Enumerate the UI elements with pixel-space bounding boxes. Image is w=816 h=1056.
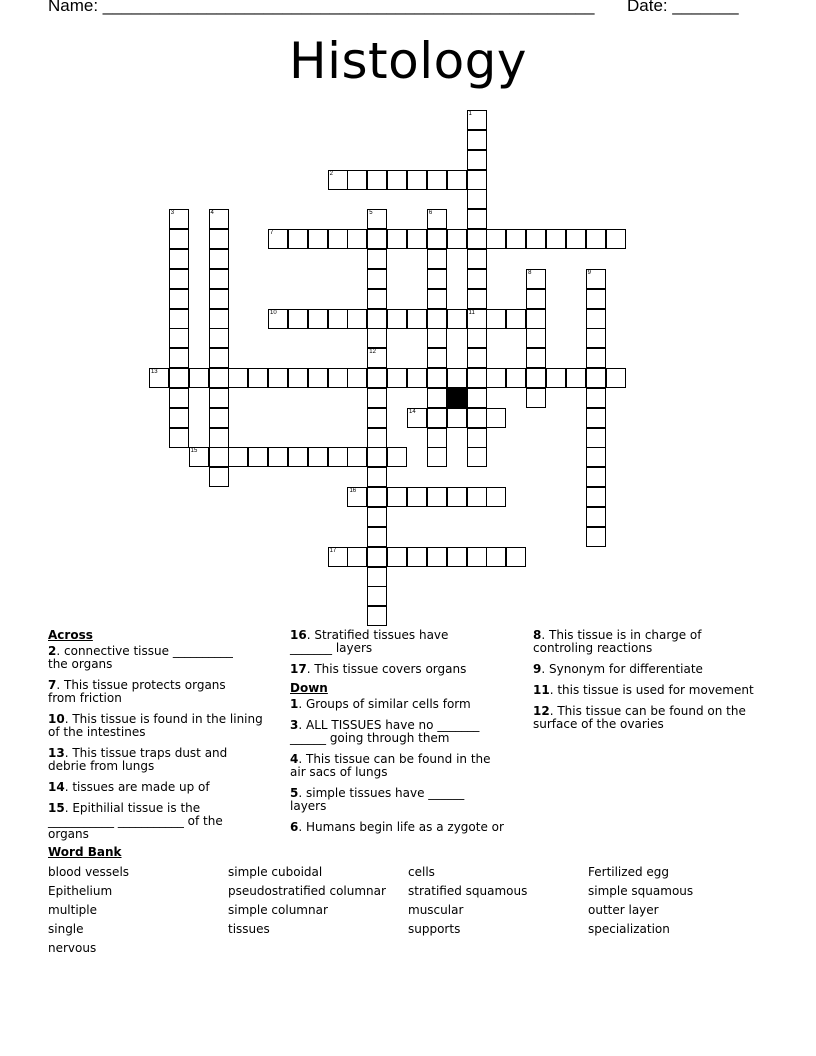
grid-cell[interactable] (288, 368, 308, 388)
grid-cell[interactable] (427, 309, 447, 329)
grid-cell[interactable] (328, 170, 348, 190)
grid-cell[interactable] (268, 368, 288, 388)
grid-cell[interactable] (486, 368, 506, 388)
grid-cell[interactable] (526, 348, 546, 368)
grid-cell[interactable] (308, 368, 328, 388)
across-clue: 17. This tissue covers organs (290, 662, 467, 676)
grid-cell[interactable] (427, 328, 447, 348)
grid-cell[interactable] (209, 467, 229, 487)
grid-cell[interactable] (427, 229, 447, 249)
grid-cell[interactable] (209, 408, 229, 428)
clue-number: 16 (290, 628, 307, 642)
grid-cell[interactable] (467, 209, 487, 229)
grid-cell[interactable] (526, 328, 546, 348)
grid-cell[interactable] (169, 388, 189, 408)
grid-cell[interactable] (526, 289, 546, 309)
clue-text: this tissue is used for movement (557, 683, 754, 697)
word-bank-item: multiple (48, 903, 98, 917)
clue-number: 5 (369, 210, 373, 217)
clue-number: 5 (290, 786, 299, 800)
clue-number: 6 (290, 820, 299, 834)
grid-cell[interactable] (288, 309, 308, 329)
grid-cell[interactable] (347, 309, 367, 329)
grid-cell[interactable] (328, 229, 348, 249)
grid-cell[interactable] (169, 348, 189, 368)
grid-cell[interactable] (486, 487, 506, 507)
grid-cell[interactable] (268, 229, 288, 249)
grid-cell[interactable] (586, 388, 606, 408)
clue-text: This tissue is found in the lining of the intestines (48, 712, 263, 739)
grid-cell[interactable] (606, 229, 626, 249)
grid-cell[interactable] (169, 209, 189, 229)
grid-cell[interactable] (209, 368, 229, 388)
clue-number: 3 (290, 718, 299, 732)
clue-number: 13 (48, 746, 65, 760)
clue-number: 17 (329, 547, 337, 554)
grid-cell[interactable] (427, 428, 447, 448)
grid-cell[interactable] (447, 368, 467, 388)
clue-number: 8 (533, 628, 542, 642)
grid-cell[interactable] (288, 447, 308, 467)
grid-cell[interactable] (467, 547, 487, 567)
word-bank-column-3 (408, 863, 527, 939)
grid-cell[interactable] (169, 428, 189, 448)
clue-number: 9 (533, 662, 542, 676)
grid-cell[interactable] (367, 388, 387, 408)
clue-text: This tissue can be found on the surface of the ovaries (533, 704, 746, 731)
grid-cell[interactable] (467, 428, 487, 448)
grid-cell[interactable] (367, 229, 387, 249)
grid-cell[interactable] (367, 368, 387, 388)
clue-number: 13 (150, 369, 158, 376)
grid-cell[interactable] (467, 110, 487, 130)
grid-cell[interactable] (467, 189, 487, 209)
grid-cell[interactable] (387, 547, 407, 567)
down-clue: 9. Synonym for differentiate (533, 662, 703, 676)
clue-text: Synonym for differentiate (549, 662, 703, 676)
grid-cell[interactable] (427, 368, 447, 388)
grid-cell[interactable] (308, 229, 328, 249)
grid-cell[interactable] (467, 249, 487, 269)
grid-cell[interactable] (586, 527, 606, 547)
clues-column-1 (48, 629, 278, 849)
grid-cell[interactable] (347, 229, 367, 249)
grid-cell[interactable] (407, 309, 427, 329)
grid-cell[interactable] (228, 368, 248, 388)
clues-column-3 (533, 629, 773, 739)
grid-cell[interactable] (427, 487, 447, 507)
grid-cell[interactable] (526, 388, 546, 408)
grid-cell[interactable] (546, 368, 566, 388)
name-field-label: Name: ____________________________________________________ (48, 0, 595, 15)
clue-number: 2 (48, 644, 57, 658)
grid-cell[interactable] (288, 229, 308, 249)
clue-number: 15 (48, 801, 65, 815)
grid-cell[interactable] (328, 547, 348, 567)
word-bank-item: Fertilized egg (588, 865, 669, 879)
grid-cell[interactable] (169, 408, 189, 428)
grid-cell[interactable] (268, 309, 288, 329)
grid-cell[interactable] (586, 348, 606, 368)
clue-number: 15 (190, 448, 198, 455)
grid-cell[interactable] (209, 447, 229, 467)
grid-cell[interactable] (526, 269, 546, 289)
grid-cell[interactable] (427, 348, 447, 368)
grid-cell[interactable] (347, 368, 367, 388)
grid-cell[interactable] (189, 368, 209, 388)
word-bank-heading: Word Bank (48, 845, 122, 859)
grid-cell[interactable] (169, 368, 189, 388)
down-clue: 8. This tissue is in charge of controling reactions (533, 628, 702, 655)
grid-cell[interactable] (407, 170, 427, 190)
grid-cell[interactable] (268, 447, 288, 467)
grid-cell[interactable] (467, 130, 487, 150)
grid-cell[interactable] (606, 368, 626, 388)
grid-cell[interactable] (209, 428, 229, 448)
grid-cell[interactable] (347, 547, 367, 567)
grid-cell[interactable] (367, 487, 387, 507)
grid-cell[interactable] (586, 487, 606, 507)
clue-number: 10 (270, 309, 277, 316)
grid-cell[interactable] (407, 487, 427, 507)
grid-cell[interactable] (586, 408, 606, 428)
across-clue: 16. Stratified tissues have _______ layers (290, 628, 449, 655)
clue-number: 11 (468, 309, 475, 316)
grid-cell[interactable] (328, 447, 348, 467)
grid-cell[interactable] (427, 547, 447, 567)
grid-cell[interactable] (486, 408, 506, 428)
grid-cell[interactable] (248, 368, 268, 388)
grid-cell[interactable] (427, 289, 447, 309)
grid-cell[interactable] (407, 229, 427, 249)
grid-cell[interactable] (586, 368, 606, 388)
word-bank-item: Epithelium (48, 884, 113, 898)
grid-cell[interactable] (427, 249, 447, 269)
grid-cell[interactable] (209, 348, 229, 368)
clue-text: This tissue protects organs from friction (48, 678, 226, 705)
grid-cell[interactable] (586, 447, 606, 467)
word-bank-item: single (48, 922, 84, 936)
across-clue: 7. This tissue protects organs from friction (48, 678, 226, 705)
clue-text: Epithilial tissue is the ___________ ___________ of the organs (48, 801, 223, 841)
grid-cell[interactable] (427, 447, 447, 467)
clue-text: Humans begin life as a zygote or (306, 820, 504, 834)
grid-cell[interactable] (367, 289, 387, 309)
grid-cell[interactable] (467, 289, 487, 309)
grid-cell[interactable] (526, 229, 546, 249)
grid-cell[interactable] (347, 487, 367, 507)
down-clue: 1. Groups of similar cells form (290, 697, 471, 711)
grid-cell[interactable] (526, 309, 546, 329)
grid-cell[interactable] (367, 447, 387, 467)
grid-cell[interactable] (447, 408, 467, 428)
clue-number: 9 (587, 269, 591, 276)
clue-text: This tissue can be found in the air sacs of lungs (290, 752, 491, 779)
grid-cell[interactable] (209, 269, 229, 289)
clue-number: 10 (48, 712, 65, 726)
grid-cell[interactable] (506, 309, 526, 329)
grid-cell[interactable] (367, 170, 387, 190)
grid-cell[interactable] (467, 487, 487, 507)
across-heading: Across (48, 628, 93, 642)
word-bank-item: simple squamous (588, 884, 694, 898)
grid-cell[interactable] (209, 309, 229, 329)
word-bank-item: tissues (228, 922, 270, 936)
clue-number: 4 (210, 210, 214, 217)
grid-cell[interactable] (209, 388, 229, 408)
clue-number: 14 (48, 780, 65, 794)
grid-cell[interactable] (387, 447, 407, 467)
clue-number: 12 (369, 349, 376, 356)
grid-cell[interactable] (367, 408, 387, 428)
grid-cell[interactable] (169, 249, 189, 269)
grid-cell[interactable] (308, 309, 328, 329)
grid-cell[interactable] (467, 368, 487, 388)
grid-cell[interactable] (407, 547, 427, 567)
clue-number: 11 (533, 683, 550, 697)
grid-cell[interactable] (387, 309, 407, 329)
clue-number: 7 (270, 230, 274, 237)
across-clue: 2. connective tissue __________ the organs (48, 644, 233, 671)
grid-cell[interactable] (586, 309, 606, 329)
grid-cell[interactable] (347, 447, 367, 467)
across-clue: 10. This tissue is found in the lining of the intestines (48, 712, 263, 739)
clue-number: 4 (290, 752, 299, 766)
grid-cell[interactable] (367, 209, 387, 229)
grid-cell[interactable] (526, 368, 546, 388)
grid-cell[interactable] (367, 467, 387, 487)
grid-cell[interactable] (367, 269, 387, 289)
grid-cell[interactable] (467, 388, 487, 408)
grid-cell[interactable] (169, 229, 189, 249)
clue-text: connective tissue __________ the organs (48, 644, 233, 671)
grid-cell[interactable] (486, 547, 506, 567)
page-title: Histology (288, 32, 528, 90)
word-bank-column-2 (228, 863, 386, 939)
grid-cell[interactable] (228, 447, 248, 467)
grid-cell[interactable] (387, 368, 407, 388)
grid-cell[interactable] (506, 229, 526, 249)
down-clue: 12. This tissue can be found on the surface of the ovaries (533, 704, 746, 731)
down-clue: 11. this tissue is used for movement (533, 683, 754, 697)
grid-cell[interactable] (387, 170, 407, 190)
grid-cell[interactable] (367, 606, 387, 626)
across-clue: 14. tissues are made up of (48, 780, 210, 794)
grid-cell[interactable] (209, 249, 229, 269)
clue-text: Groups of similar cells form (306, 697, 471, 711)
grid-cell[interactable] (367, 428, 387, 448)
clue-text: simple tissues have ______ layers (290, 786, 465, 813)
grid-cell[interactable] (467, 328, 487, 348)
grid-cell[interactable] (367, 527, 387, 547)
grid-cell[interactable] (209, 229, 229, 249)
clue-number: 2 (329, 170, 333, 177)
grid-cell[interactable] (387, 229, 407, 249)
grid-cell[interactable] (586, 289, 606, 309)
clues-column-2 (290, 629, 520, 842)
clue-number: 3 (170, 210, 175, 217)
grid-cell[interactable] (308, 447, 328, 467)
grid-cell[interactable] (586, 328, 606, 348)
grid-cell[interactable] (566, 229, 586, 249)
grid-cell[interactable] (467, 150, 487, 170)
grid-cell[interactable] (506, 368, 526, 388)
date-field-label: Date: _______ (627, 0, 739, 15)
grid-cell[interactable] (367, 567, 387, 587)
clue-number: 12 (533, 704, 550, 718)
grid-cell[interactable] (209, 209, 229, 229)
down-clue: 4. This tissue can be found in the air sacs of lungs (290, 752, 491, 779)
grid-cell[interactable] (169, 289, 189, 309)
word-bank-item: supports (408, 922, 461, 936)
grid-cell[interactable] (586, 507, 606, 527)
grid-cell[interactable] (486, 229, 506, 249)
word-bank-item: cells (408, 865, 435, 879)
grid-cell[interactable] (546, 229, 566, 249)
grid-cell[interactable] (367, 348, 387, 368)
word-bank-item: stratified squamous (408, 884, 528, 898)
grid-cell[interactable] (447, 229, 467, 249)
grid-cell[interactable] (367, 328, 387, 348)
word-bank-item: muscular (408, 903, 464, 917)
clue-number: 17 (290, 662, 307, 676)
word-bank-item: pseudostratified columnar (228, 884, 386, 898)
grid-cell[interactable] (427, 209, 447, 229)
clue-number: 8 (528, 269, 532, 276)
down-clue: 3. ALL TISSUES have no _______ ______ going through them (290, 718, 480, 745)
grid-cell[interactable] (367, 507, 387, 527)
word-bank-item: blood vessels (48, 865, 130, 879)
grid-cell[interactable] (407, 408, 427, 428)
grid-cell[interactable] (566, 368, 586, 388)
grid-cell[interactable] (427, 269, 447, 289)
word-bank-column-4 (588, 863, 693, 939)
clue-text: Stratified tissues have _______ layers (290, 628, 449, 655)
clue-number: 6 (428, 210, 433, 217)
grid-cell[interactable] (367, 249, 387, 269)
clue-number: 1 (290, 697, 299, 711)
down-heading: Down (290, 681, 328, 695)
grid-cell[interactable] (467, 229, 487, 249)
grid-cell[interactable] (328, 368, 348, 388)
grid-cell[interactable] (586, 467, 606, 487)
clue-number: 16 (349, 488, 357, 495)
grid-cell[interactable] (367, 547, 387, 567)
grid-cell[interactable] (467, 447, 487, 467)
word-bank-item: specialization (588, 922, 670, 936)
grid-cell[interactable] (467, 348, 487, 368)
grid-cell[interactable] (248, 447, 268, 467)
down-clue: 6. Humans begin life as a zygote or (290, 820, 504, 834)
clue-text: tissues are made up of (72, 780, 210, 794)
grid-cell[interactable] (447, 487, 467, 507)
clue-text: This tissue is in charge of controling reactions (533, 628, 702, 655)
grid-cell[interactable] (447, 309, 467, 329)
grid-cell[interactable] (586, 269, 606, 289)
grid-cell[interactable] (467, 408, 487, 428)
clue-text: ALL TISSUES have no _______ ______ going through them (290, 718, 480, 745)
grid-cell[interactable] (367, 309, 387, 329)
grid-cell[interactable] (149, 368, 169, 388)
word-bank-item: simple cuboidal (228, 865, 323, 879)
word-bank-column-1 (48, 863, 129, 958)
grid-cell[interactable] (586, 428, 606, 448)
clue-text: This tissue traps dust and debrie from lungs (48, 746, 228, 773)
grid-cell[interactable] (209, 328, 229, 348)
grid-cell[interactable] (467, 309, 487, 329)
grid-cell[interactable] (347, 170, 367, 190)
grid-cell[interactable] (486, 309, 506, 329)
grid-cell[interactable] (427, 408, 447, 428)
grid-cell[interactable] (387, 487, 407, 507)
word-bank-item: simple columnar (228, 903, 328, 917)
grid-cell[interactable] (467, 170, 487, 190)
grid-cell[interactable] (447, 547, 467, 567)
clue-number: 14 (409, 408, 416, 415)
grid-cell[interactable] (427, 388, 447, 408)
grid-cell[interactable] (209, 289, 229, 309)
grid-cell[interactable] (169, 309, 189, 329)
grid-cell[interactable] (169, 328, 189, 348)
grid-cell[interactable] (427, 170, 447, 190)
clue-text: This tissue covers organs (314, 662, 467, 676)
grid-cell[interactable] (407, 368, 427, 388)
grid-cell[interactable] (467, 269, 487, 289)
grid-cell[interactable] (328, 309, 348, 329)
down-clue: 5. simple tissues have ______ layers (290, 786, 465, 813)
word-bank-item: nervous (48, 941, 97, 955)
grid-cell[interactable] (506, 547, 526, 567)
across-clue: 13. This tissue traps dust and debrie from lungs (48, 746, 228, 773)
grid-cell[interactable] (189, 447, 209, 467)
across-clue: 15. Epithilial tissue is the ___________ ___________ of the organs (48, 801, 223, 841)
grid-cell[interactable] (169, 269, 189, 289)
clue-number: 7 (48, 678, 57, 692)
grid-cell[interactable] (586, 229, 606, 249)
word-bank-item: outter layer (588, 903, 659, 917)
blocked-cell (447, 388, 467, 408)
grid-cell[interactable] (367, 586, 387, 606)
grid-cell[interactable] (447, 170, 467, 190)
clue-number: 1 (468, 111, 472, 117)
